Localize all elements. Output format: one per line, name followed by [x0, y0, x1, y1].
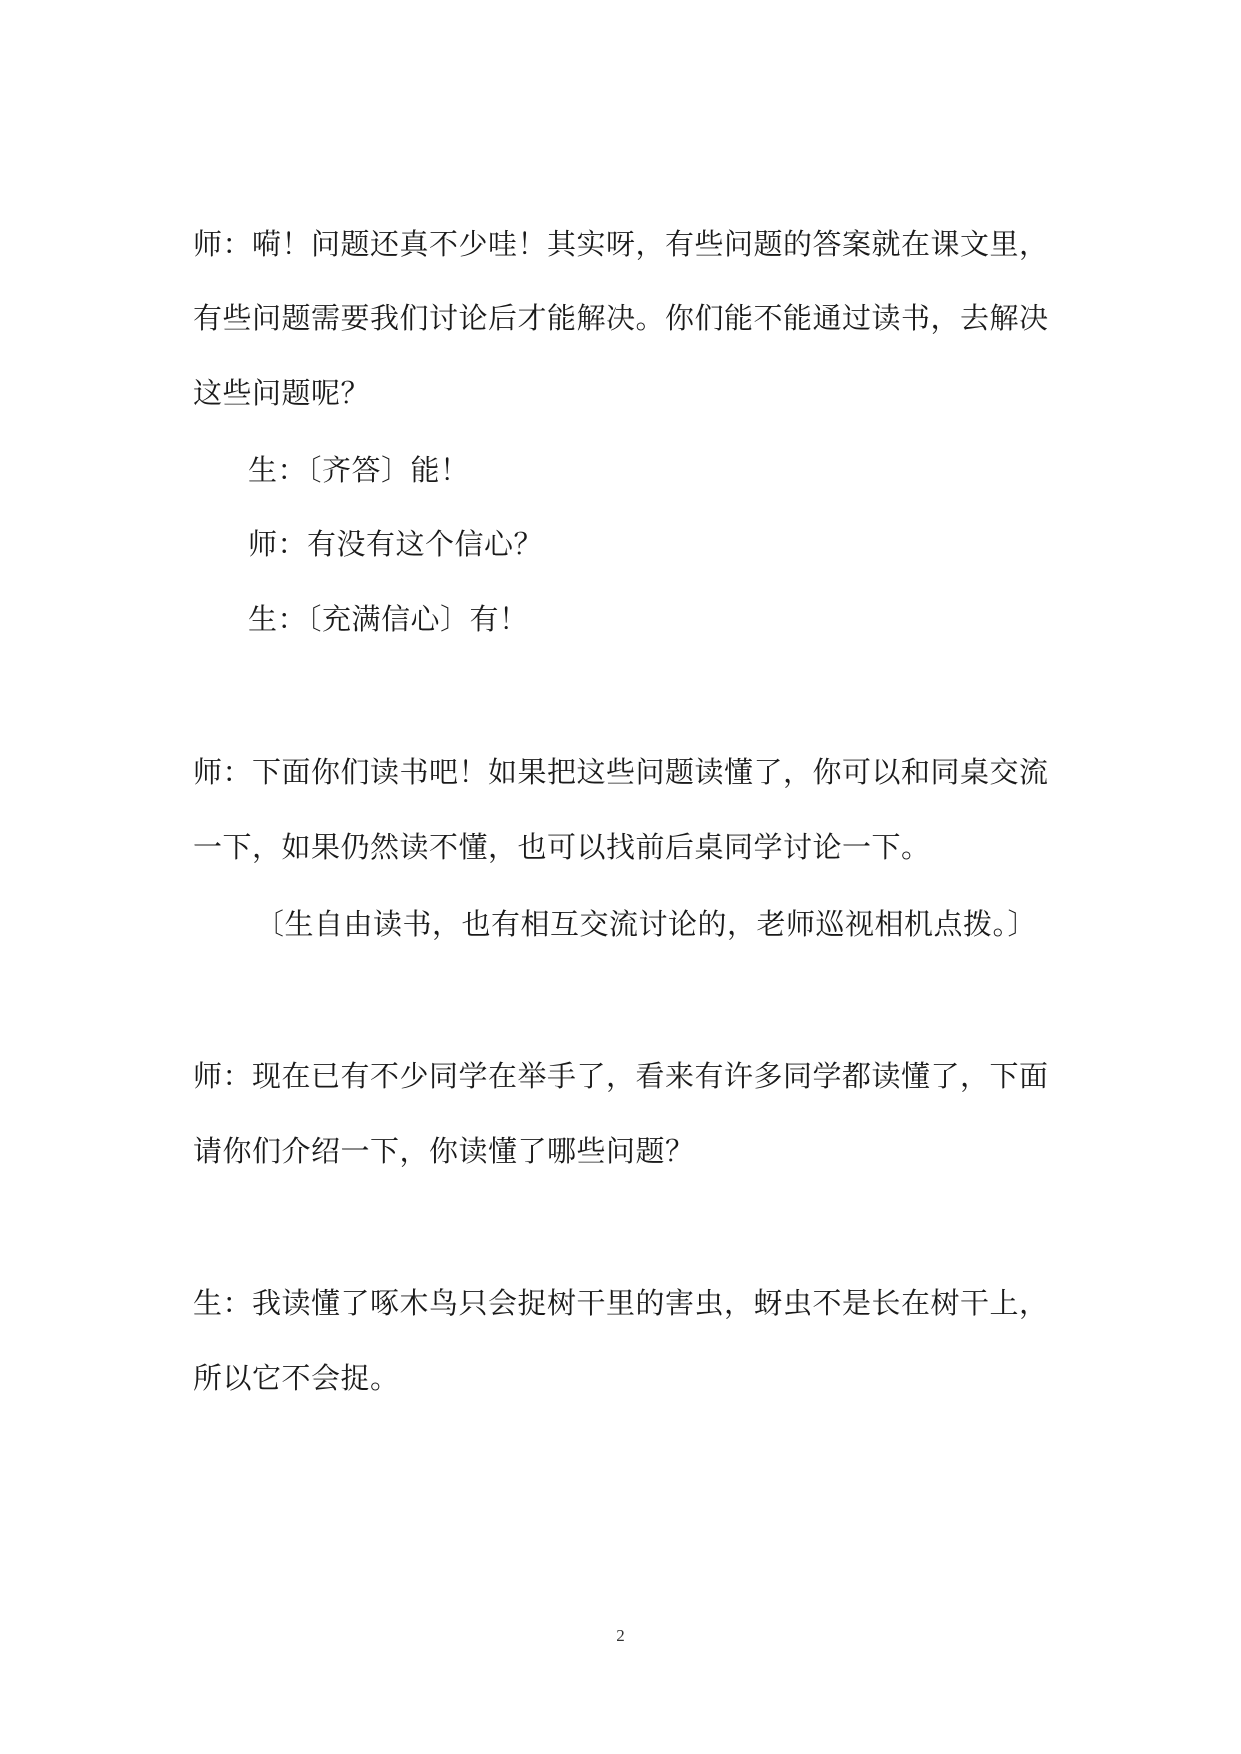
paragraph-1-line-1: 师：嗬！问题还真不少哇！其实呀，有些问题的答案就在课文里， — [193, 227, 1049, 261]
paragraph-5-line-1: 师：下面你们读书吧！如果把这些问题读懂了，你可以和同桌交流 — [193, 755, 1049, 789]
student-answer-1: 生：〔齐答〕能！ — [248, 453, 470, 487]
paragraph-1-line-3: 这些问题呢？ — [193, 376, 371, 410]
paragraph-1-line-2: 有些问题需要我们讨论后才能解决。你们能不能通过读书，去解决 — [193, 301, 1049, 335]
stage-direction: 〔生自由读书，也有相互交流讨论的，老师巡视相机点拨。〕 — [255, 907, 1038, 941]
paragraph-7-line-2: 请你们介绍一下，你读懂了哪些问题？ — [193, 1134, 695, 1168]
paragraph-7-line-1: 师：现在已有不少同学在举手了，看来有许多同学都读懂了，下面 — [193, 1059, 1049, 1093]
page-number: 2 — [616, 1626, 625, 1645]
paragraph-8-line-2: 所以它不会捉。 — [193, 1361, 400, 1395]
teacher-question: 师：有没有这个信心？ — [248, 527, 544, 561]
student-answer-2: 生：〔充满信心〕有！ — [248, 602, 529, 636]
paragraph-8-line-1: 生：我读懂了啄木鸟只会捉树干里的害虫，蚜虫不是长在树干上， — [193, 1286, 1049, 1320]
paragraph-5-line-2: 一下，如果仍然读不懂，也可以找前后桌同学讨论一下。 — [193, 830, 931, 864]
